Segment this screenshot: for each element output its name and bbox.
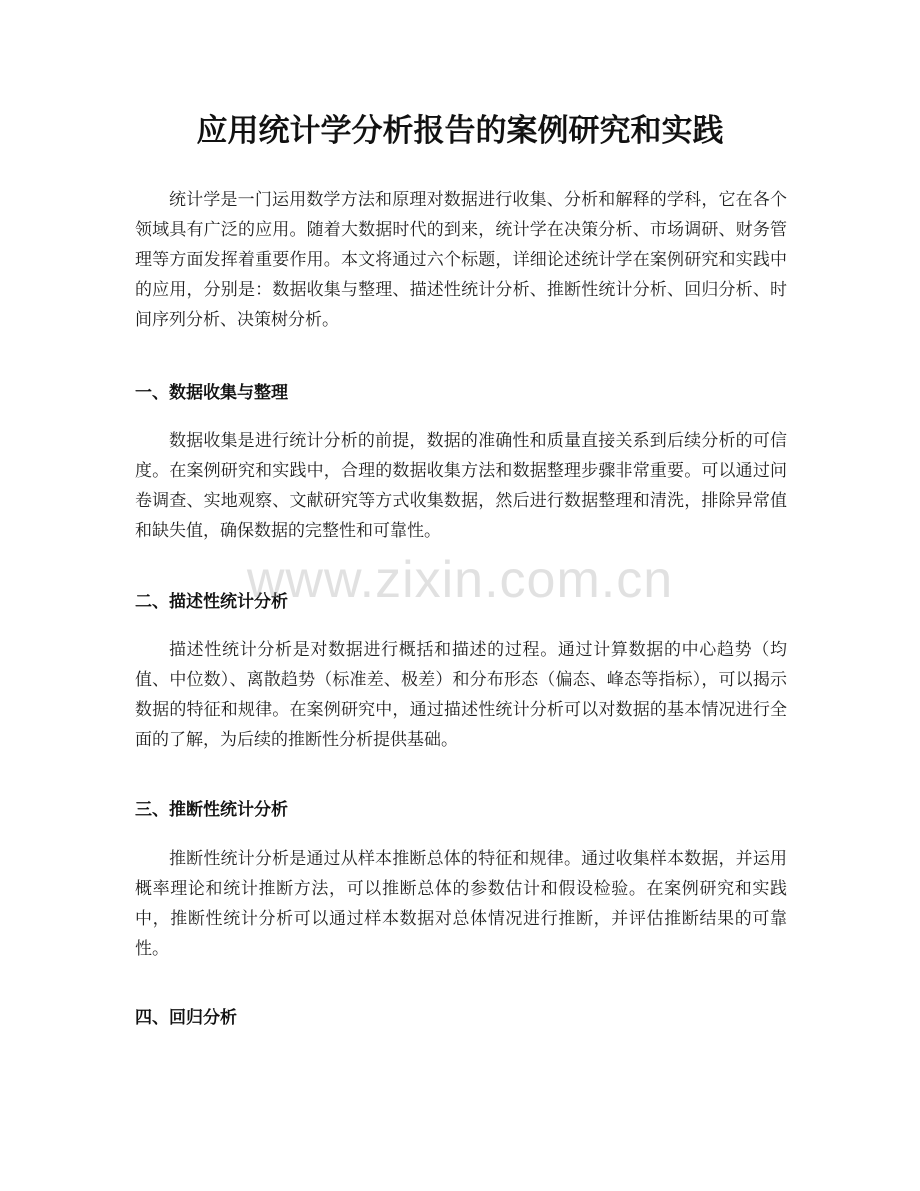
watermark: www.zixin.com.cn <box>246 551 674 609</box>
section-body-3: 推断性统计分析是通过从样本推断总体的特征和规律。通过收集样本数据，并运用概率理论和统计推断方法，可以推断总体的参数估计和假设检验。在案例研究和实践中，推断性统计分析可以通过样本数据对总体情况进行推断，并评估推断结果的可靠性。 <box>135 849 787 959</box>
section-heading-4: 四、回归分析 <box>135 1008 237 1028</box>
section-heading-2: 二、描述性统计分析 <box>135 592 288 612</box>
document-title: 应用统计学分析报告的案例研究和实践 <box>196 113 724 149</box>
section-heading-1: 一、数据收集与整理 <box>135 383 288 403</box>
section-heading-3: 三、推断性统计分析 <box>135 800 288 820</box>
intro-paragraph: 统计学是一门运用数学方法和原理对数据进行收集、分析和解释的学科，它在各个领域具有广泛的应用。随着大数据时代的到来，统计学在决策分析、市场调研、财务管理等方面发挥着重要作用。本文将通过六个标题，详细论述统计学在案例研究和实践中的应用，分别是：数据收集与整理、描述性统计分析、推断性统计分析、回归分析、时间序列分析、决策树分析。 <box>135 190 787 330</box>
section-body-2: 描述性统计分析是对数据进行概括和描述的过程。通过计算数据的中心趋势（均值、中位数）、离散趋势（标准差、极差）和分布形态（偏态、峰态等指标），可以揭示数据的特征和规律。在案例研究中，通过描述性统计分析可以对数据的基本情况进行全面的了解，为后续的推断性分析提供基础。 <box>135 640 787 750</box>
section-body-1: 数据收集是进行统计分析的前提，数据的准确性和质量直接关系到后续分析的可信度。在案例研究和实践中，合理的数据收集方法和数据整理步骤非常重要。可以通过问卷调查、实地观察、文献研究等方式收集数据，然后进行数据整理和清洗，排除异常值和缺失值，确保数据的完整性和可靠性。 <box>135 431 787 541</box>
